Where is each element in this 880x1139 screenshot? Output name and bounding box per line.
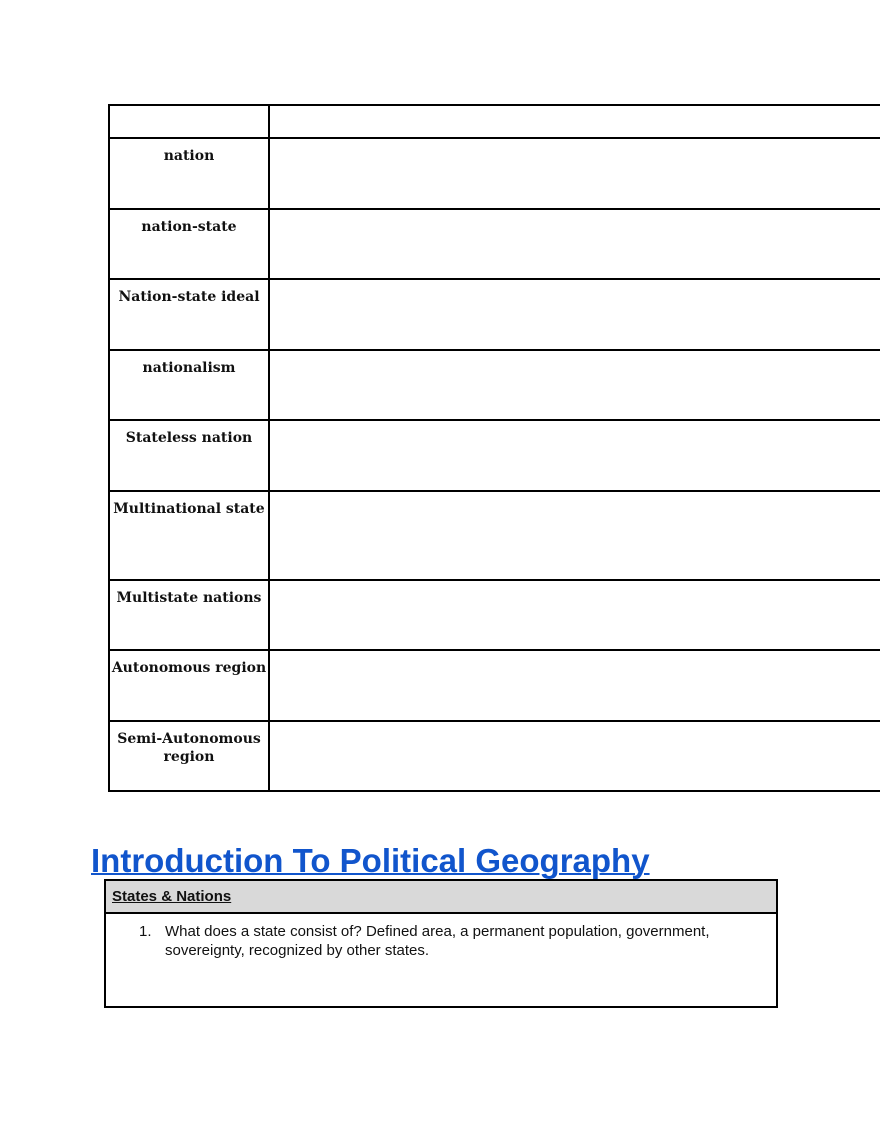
definition-cell[interactable] [269, 420, 880, 491]
vocabulary-table [108, 104, 880, 792]
table-row [109, 209, 880, 279]
definition-cell[interactable] [269, 350, 880, 420]
definition-cell[interactable] [269, 491, 880, 580]
term-cell: Stateless nation [109, 420, 269, 491]
table-row [109, 580, 880, 650]
term-cell: Nation-state ideal [109, 279, 269, 350]
table-row [109, 491, 880, 580]
definition-cell[interactable] [269, 279, 880, 350]
states-nations-table [104, 879, 778, 1008]
term-cell: nationalism [109, 350, 269, 420]
table-header-label: States & Nations [112, 888, 232, 905]
section-heading-link[interactable]: Introduction To Political Geography [91, 842, 650, 879]
table-row [109, 650, 880, 721]
table-row [109, 138, 880, 209]
table-row [109, 350, 880, 420]
definition-cell[interactable] [269, 138, 880, 209]
definition-cell[interactable] [269, 209, 880, 279]
question-text: What does a state consist of? Defined area, a permanent population, government, sovereignty, recognized by other states. [165, 923, 710, 959]
table-header [105, 880, 777, 913]
table-row [109, 721, 880, 791]
table-header-row [109, 105, 880, 138]
term-cell: Autonomous region [109, 650, 269, 721]
questions-cell [105, 913, 777, 1007]
term-cell: nation-state [109, 209, 269, 279]
table-row [109, 420, 880, 491]
definition-cell[interactable] [269, 721, 880, 791]
definition-cell[interactable] [269, 650, 880, 721]
term-cell: Semi-Autonomous region [109, 721, 269, 791]
question-item [139, 922, 756, 960]
term-cell: nation [109, 138, 269, 209]
term-cell: Multistate nations [109, 580, 269, 650]
definition-cell[interactable] [269, 580, 880, 650]
term-cell: Multinational state [109, 491, 269, 580]
question-number: 1. [139, 923, 152, 940]
table-row [109, 279, 880, 350]
